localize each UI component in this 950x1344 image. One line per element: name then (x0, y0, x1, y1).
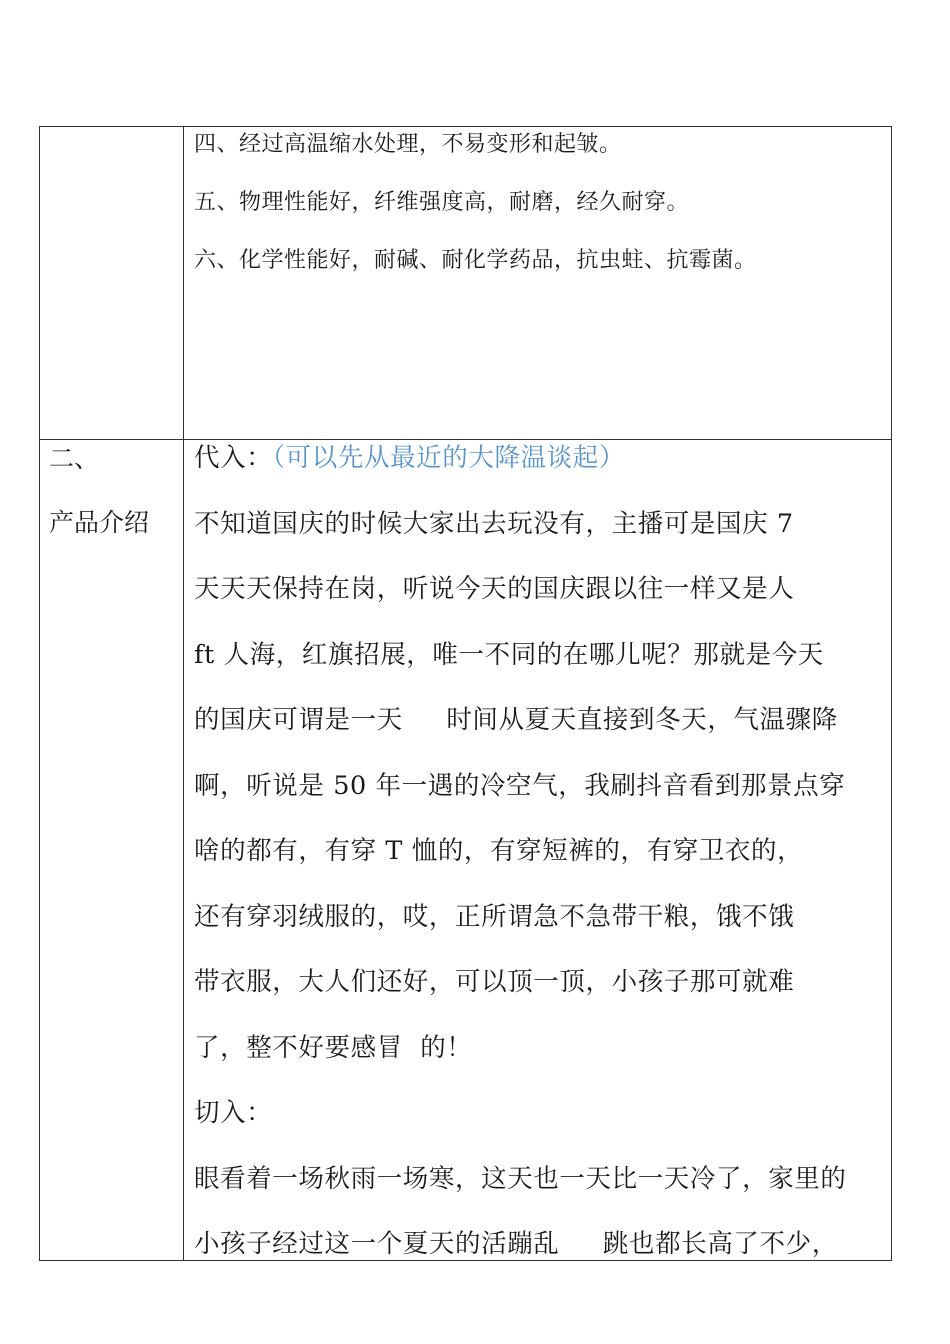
intro-label: 代入： (194, 443, 273, 473)
body-line: 啥的都有，有穿 T 恤的，有穿短裤的，有穿卫衣的， (194, 836, 804, 866)
intro-hint: （可以先从最近的大降温谈起） (272, 443, 625, 473)
section-title: 产品介绍 (49, 508, 150, 537)
document-table (39, 126, 892, 1261)
feature-line-5: 五、物理性能好，纤维强度高，耐磨，经久耐穿。 (194, 190, 690, 215)
cut-in-label: 切入： (194, 1098, 273, 1128)
body-line: 带衣服，大人们还好，可以顶一顶，小孩子那可就难 (194, 967, 795, 997)
body-line: 眼看着一场秋雨一场寒，这天也一天比一天冷了，家里的 (194, 1164, 847, 1194)
table-row (40, 127, 892, 440)
section-number: 二、 (49, 444, 100, 473)
table-row (40, 440, 892, 1261)
body-line: 小孩子经过这一个夏天的活蹦乱 跳也都长高了不少， (194, 1229, 838, 1259)
body-line: 不知道国庆的时候大家出去玩没有，主播可是国庆 7 (194, 509, 794, 539)
feature-line-6: 六、化学性能好，耐碱、耐化学药品，抗虫蛀、抗霉菌。 (194, 248, 757, 273)
section-label-cell (40, 440, 184, 1261)
body-line: 还有穿羽绒服的，哎，正所谓急不急带干粮，饿不饿 (194, 902, 795, 932)
body-line: 的国庆可谓是一天 时间从夏天直接到冬天，气温骤降 (194, 705, 838, 735)
body-line: 啊，听说是 50 年一遇的冷空气，我刷抖音看到那景点穿 (194, 771, 846, 801)
features-cell (184, 127, 892, 440)
body-line: 天天天保持在岗，听说今天的国庆跟以往一样又是人 (194, 574, 795, 604)
intro-line (194, 441, 625, 475)
body-line: 了，整不好要感冒 的！ (194, 1033, 473, 1063)
feature-line-4: 四、经过高温缩水处理，不易变形和起皱。 (194, 132, 622, 157)
section-content-cell (184, 440, 892, 1261)
body-line: ft 人海，红旗招展，唯一不同的在哪儿呢？那就是今天 (194, 640, 824, 670)
left-cell-empty (40, 127, 184, 440)
